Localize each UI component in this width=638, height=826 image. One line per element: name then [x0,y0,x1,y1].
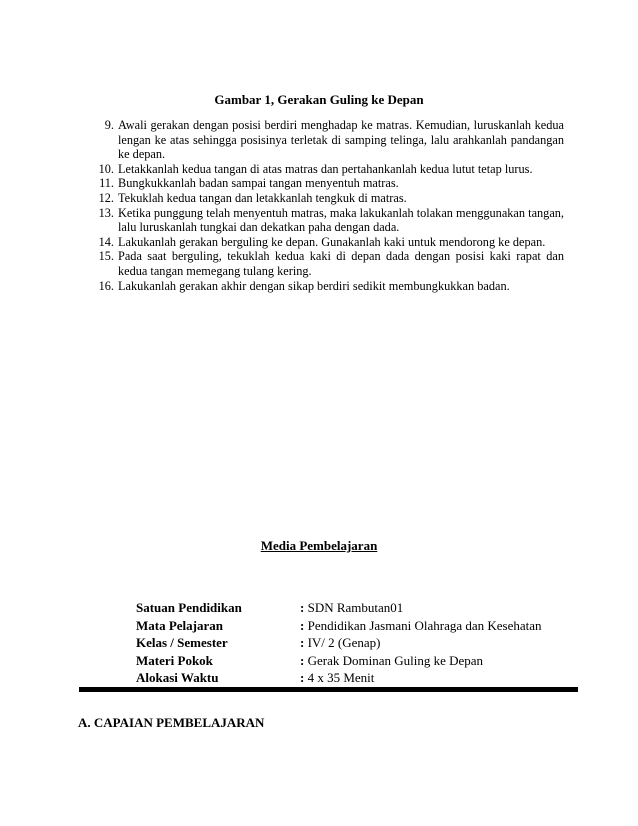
info-value [300,635,381,651]
info-label: Materi Pokok [136,652,213,668]
info-colon: : [300,600,305,615]
info-colon: : [300,652,305,668]
step-text: Awali gerakan dengan posisi berdiri menghadap ke matras. Kemudian, luruskanlah kedua lengan ke atas sehingga posisinya terletak di samping telinga, lalu arahkanlah pandangan ke depan. [118,118,564,162]
list-item [94,235,564,250]
info-colon: : [300,635,305,650]
step-text: Letakkanlah kedua tangan di atas matras dan pertahankanlah kedua lutut tetap lurus. [118,161,533,176]
list-item [94,118,564,162]
step-text: Pada saat berguling, tekuklah kedua kaki di depan dada dengan posisi kaki rapat dan kedua tangan memegang tulang kering. [118,249,564,278]
media-title: Media Pembelajaran [260,538,378,553]
section-heading: A. CAPAIAN PEMBELAJARAN [78,715,265,730]
info-label: Mata Pelajaran [136,617,224,633]
info-label: Satuan Pendidikan [136,600,242,615]
info-value-text: 4 x 35 Menit [307,670,375,685]
list-item [94,191,564,206]
list-item [94,176,564,191]
step-text: Bungkukkanlah badan sampai tangan menyentuh matras. [118,176,399,191]
list-item [94,249,564,278]
list-item [94,206,564,235]
list-item [94,279,564,294]
step-text: Lakukanlah gerakan berguling ke depan. Gunakanlah kaki untuk mendorong ke depan. [118,234,546,249]
info-value-text: IV/ 2 (Genap) [307,635,381,650]
info-value-text: SDN Rambutan01 [307,600,404,615]
step-number: 15. [98,249,114,264]
step-text: Tekuklah kedua tangan dan letakkanlah tengkuk di matras. [118,190,407,205]
step-number: 14. [98,234,114,249]
info-colon: : [300,617,305,633]
step-text: Ketika punggung telah menyentuh matras, maka lakukanlah tolakan menggunakan tangan, lalu luruskanlah tungkai dan dekatkan paha dengan dada. [118,205,564,235]
steps-list [94,118,564,293]
info-value [300,670,374,686]
step-number: 11. [99,176,114,191]
step-number: 12. [98,190,114,205]
step-number: 10. [98,161,114,176]
info-label: Alokasi Waktu [136,670,219,685]
step-text: Lakukanlah gerakan akhir dengan sikap berdiri sedikit membungkukkan badan. [118,278,510,293]
step-number: 16. [98,278,114,293]
list-item [94,162,564,177]
info-value-text: Pendidikan Jasmani Olahraga dan Kesehatan [307,617,542,633]
figure-caption: Gambar 1, Gerakan Guling ke Depan [214,92,424,107]
info-value-text: Gerak Dominan Guling ke Depan [307,652,484,668]
step-number: 13. [98,205,114,220]
step-number: 9. [104,118,114,132]
info-label: Kelas / Semester [136,635,228,650]
divider-rule [79,687,578,692]
info-value [300,600,403,616]
info-value [300,618,542,634]
info-colon: : [300,670,305,685]
info-value [300,653,483,669]
